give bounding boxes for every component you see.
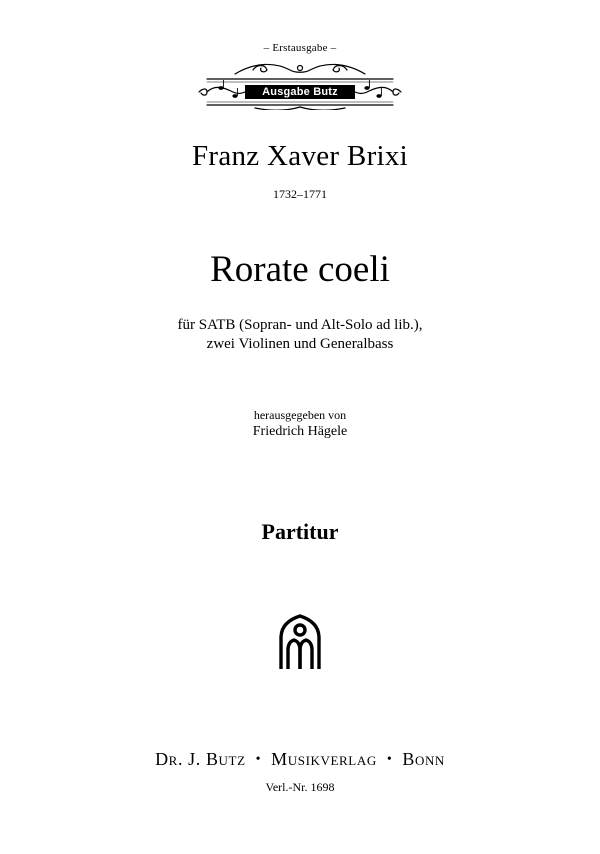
publisher-city: Bonn (402, 749, 445, 769)
editor-name: Friedrich Hägele (252, 424, 348, 439)
score-type: Partitur (261, 519, 339, 544)
gothic-arch-icon (278, 614, 322, 675)
scoring-description (0, 316, 600, 354)
scoring-line-2: zwei Violinen und Generalbass (206, 336, 394, 352)
ornament-flourish-icon (195, 58, 405, 110)
bullet-separator: • (386, 752, 393, 767)
publisher-name-part-2: Musikverlag (271, 749, 377, 769)
work-title: Rorate coeli (210, 249, 390, 290)
catalog-number: Verl.-Nr. 1698 (265, 780, 335, 794)
publisher-logo (195, 58, 405, 110)
scoring-line-1: für SATB (Sopran- und Alt-Solo ad lib.), (177, 317, 423, 333)
publisher-name-part-1: Dr. J. Butz (155, 749, 246, 769)
edition-label: – Erstausgabe – (263, 42, 337, 54)
publisher-line (0, 749, 600, 770)
bullet-separator: • (255, 752, 262, 767)
editor-label: herausgegeben von (253, 408, 347, 422)
composer-dates: 1732–1771 (273, 187, 327, 201)
logo-badge: Ausgabe Butz (245, 85, 355, 99)
composer-name: Franz Xaver Brixi (191, 140, 409, 172)
